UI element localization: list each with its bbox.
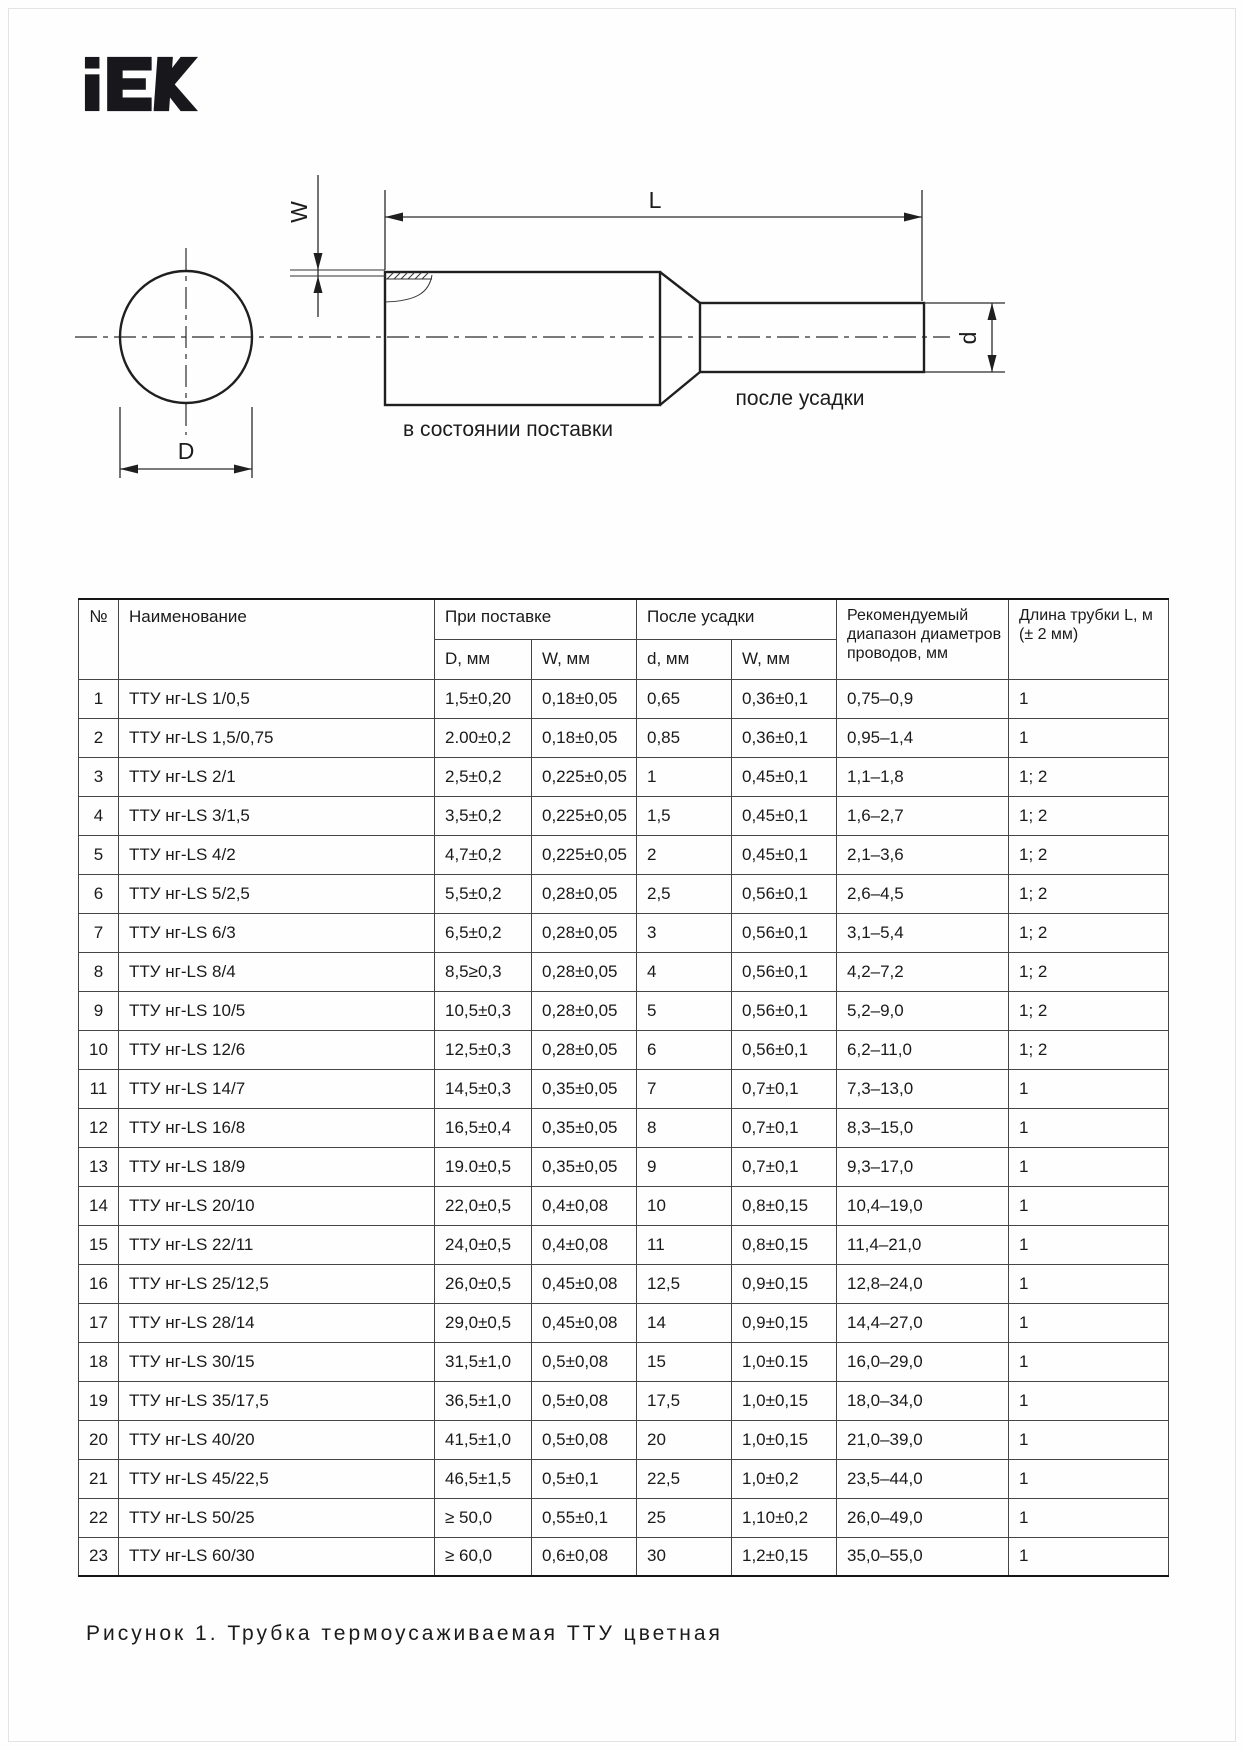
label-d: d: [955, 331, 981, 345]
dimension-W: [286, 175, 323, 317]
cell-name: ТТУ нг-LS 3/1,5: [119, 796, 435, 835]
cell-wire-range: 14,4–27,0: [837, 1303, 1009, 1342]
cell-d-after: 4: [637, 952, 732, 991]
cell-tube-length: 1; 2: [1009, 913, 1169, 952]
cell-wire-range: 1,6–2,7: [837, 796, 1009, 835]
cell-W-after: 0,56±0,1: [732, 874, 837, 913]
cell-tube-length: 1: [1009, 1264, 1169, 1303]
table-row: [79, 718, 1169, 757]
cell-tube-length: 1: [1009, 1537, 1169, 1576]
table-header-row-groups: [79, 599, 1169, 639]
table-row: [79, 1342, 1169, 1381]
cell-W-after: 0,56±0,1: [732, 1030, 837, 1069]
cell-tube-length: 1: [1009, 1381, 1169, 1420]
cell-name: ТТУ нг-LS 30/15: [119, 1342, 435, 1381]
cell-D-supply: ≥ 50,0: [435, 1498, 532, 1537]
col-header-name: Наименование: [119, 599, 435, 679]
table-row: [79, 757, 1169, 796]
cell-num: 16: [79, 1264, 119, 1303]
table-row: [79, 1147, 1169, 1186]
cell-num: 15: [79, 1225, 119, 1264]
cell-W-after: 0,7±0,1: [732, 1147, 837, 1186]
cell-num: 1: [79, 679, 119, 718]
cell-name: ТТУ нг-LS 5/2,5: [119, 874, 435, 913]
cell-d-after: 0,85: [637, 718, 732, 757]
cell-D-supply: 19.0±0,5: [435, 1147, 532, 1186]
cell-wire-range: 21,0–39,0: [837, 1420, 1009, 1459]
cell-d-after: 15: [637, 1342, 732, 1381]
col-header-supply: При поставке: [435, 599, 637, 639]
cell-name: ТТУ нг-LS 25/12,5: [119, 1264, 435, 1303]
cell-d-after: 6: [637, 1030, 732, 1069]
cell-num: 23: [79, 1537, 119, 1576]
cell-D-supply: 41,5±1,0: [435, 1420, 532, 1459]
cell-W-supply: 0,35±0,05: [532, 1108, 637, 1147]
cell-tube-length: 1: [1009, 1498, 1169, 1537]
iek-logo-letters: [85, 57, 198, 111]
cell-W-after: 0,7±0,1: [732, 1069, 837, 1108]
cell-W-after: 0,56±0,1: [732, 952, 837, 991]
cell-D-supply: 3,5±0,2: [435, 796, 532, 835]
cell-W-supply: 0,225±0,05: [532, 796, 637, 835]
table-row: [79, 1459, 1169, 1498]
cell-tube-length: 1: [1009, 1420, 1169, 1459]
cell-W-supply: 0,28±0,05: [532, 952, 637, 991]
table-row: [79, 1420, 1169, 1459]
cell-name: ТТУ нг-LS 22/11: [119, 1225, 435, 1264]
cell-W-supply: 0,4±0,08: [532, 1225, 637, 1264]
cell-wire-range: 5,2–9,0: [837, 991, 1009, 1030]
cell-tube-length: 1: [1009, 1108, 1169, 1147]
cell-D-supply: 24,0±0,5: [435, 1225, 532, 1264]
cell-d-after: 7: [637, 1069, 732, 1108]
label-W: W: [286, 201, 312, 223]
cell-num: 11: [79, 1069, 119, 1108]
cell-wire-range: 0,75–0,9: [837, 679, 1009, 718]
cell-tube-length: 1; 2: [1009, 835, 1169, 874]
cell-num: 14: [79, 1186, 119, 1225]
table-row: [79, 1381, 1169, 1420]
cell-tube-length: 1: [1009, 718, 1169, 757]
cell-name: ТТУ нг-LS 2/1: [119, 757, 435, 796]
cell-wire-range: 6,2–11,0: [837, 1030, 1009, 1069]
cell-tube-length: 1: [1009, 1459, 1169, 1498]
cell-W-after: 0,9±0,15: [732, 1303, 837, 1342]
cell-wire-range: 3,1–5,4: [837, 913, 1009, 952]
table-row: [79, 952, 1169, 991]
cell-num: 17: [79, 1303, 119, 1342]
table-row: [79, 1264, 1169, 1303]
table-row: [79, 913, 1169, 952]
cell-num: 6: [79, 874, 119, 913]
cell-name: ТТУ нг-LS 40/20: [119, 1420, 435, 1459]
label-supply-state: в состоянии поставки: [403, 418, 613, 441]
cell-name: ТТУ нг-LS 12/6: [119, 1030, 435, 1069]
cell-tube-length: 1: [1009, 1186, 1169, 1225]
cell-wire-range: 12,8–24,0: [837, 1264, 1009, 1303]
cell-W-supply: 0,45±0,08: [532, 1303, 637, 1342]
cell-name: ТТУ нг-LS 60/30: [119, 1537, 435, 1576]
cell-name: ТТУ нг-LS 35/17,5: [119, 1381, 435, 1420]
cell-tube-length: 1: [1009, 679, 1169, 718]
cell-tube-length: 1; 2: [1009, 1030, 1169, 1069]
cell-tube-length: 1: [1009, 1225, 1169, 1264]
col-header-length: Длина трубки L, м (± 2 мм): [1009, 599, 1169, 679]
cell-name: ТТУ нг-LS 1/0,5: [119, 679, 435, 718]
cell-wire-range: 0,95–1,4: [837, 718, 1009, 757]
cell-wire-range: 26,0–49,0: [837, 1498, 1009, 1537]
cell-D-supply: 2.00±0,2: [435, 718, 532, 757]
cell-wire-range: 2,1–3,6: [837, 835, 1009, 874]
cell-D-supply: 5,5±0,2: [435, 874, 532, 913]
cell-D-supply: ≥ 60,0: [435, 1537, 532, 1576]
cell-num: 21: [79, 1459, 119, 1498]
cell-W-supply: 0,45±0,08: [532, 1264, 637, 1303]
cell-W-after: 0,56±0,1: [732, 913, 837, 952]
cell-tube-length: 1; 2: [1009, 757, 1169, 796]
cell-num: 5: [79, 835, 119, 874]
cell-W-after: 0,36±0,1: [732, 679, 837, 718]
cell-W-after: 1,0±0,15: [732, 1381, 837, 1420]
cell-name: ТТУ нг-LS 45/22,5: [119, 1459, 435, 1498]
cell-tube-length: 1: [1009, 1342, 1169, 1381]
cell-name: ТТУ нг-LS 10/5: [119, 991, 435, 1030]
cell-name: ТТУ нг-LS 4/2: [119, 835, 435, 874]
cell-d-after: 1,5: [637, 796, 732, 835]
cell-tube-length: 1: [1009, 1303, 1169, 1342]
cell-W-after: 0,45±0,1: [732, 757, 837, 796]
cell-tube-length: 1: [1009, 1069, 1169, 1108]
label-D: D: [177, 438, 195, 464]
cell-D-supply: 16,5±0,4: [435, 1108, 532, 1147]
cell-D-supply: 8,5≥0,3: [435, 952, 532, 991]
cell-W-supply: 0,5±0,08: [532, 1420, 637, 1459]
cell-D-supply: 12,5±0,3: [435, 1030, 532, 1069]
cell-W-supply: 0,28±0,05: [532, 1030, 637, 1069]
cell-wire-range: 23,5–44,0: [837, 1459, 1009, 1498]
col-header-W-after: W, мм: [732, 639, 837, 679]
dimension-L: [385, 187, 922, 301]
technical-drawing: [60, 145, 1010, 480]
cell-num: 13: [79, 1147, 119, 1186]
cell-num: 18: [79, 1342, 119, 1381]
table-row: [79, 1186, 1169, 1225]
cell-D-supply: 1,5±0,20: [435, 679, 532, 718]
cell-W-supply: 0,28±0,05: [532, 874, 637, 913]
figure-caption: Рисунок 1. Трубка термоусаживаемая ТТУ цветная: [86, 1622, 723, 1645]
cell-tube-length: 1; 2: [1009, 796, 1169, 835]
cell-W-after: 0,56±0,1: [732, 991, 837, 1030]
cell-d-after: 25: [637, 1498, 732, 1537]
cell-wire-range: 11,4–21,0: [837, 1225, 1009, 1264]
cell-wire-range: 18,0–34,0: [837, 1381, 1009, 1420]
col-header-D-supply: D, мм: [435, 639, 532, 679]
cell-num: 19: [79, 1381, 119, 1420]
cell-name: ТТУ нг-LS 8/4: [119, 952, 435, 991]
cell-wire-range: 1,1–1,8: [837, 757, 1009, 796]
cell-name: ТТУ нг-LS 18/9: [119, 1147, 435, 1186]
cell-wire-range: 10,4–19,0: [837, 1186, 1009, 1225]
cell-W-supply: 0,35±0,05: [532, 1147, 637, 1186]
cell-W-supply: 0,28±0,05: [532, 991, 637, 1030]
table-row: [79, 796, 1169, 835]
table-row: [79, 835, 1169, 874]
cell-W-supply: 0,35±0,05: [532, 1069, 637, 1108]
table-row: [79, 1030, 1169, 1069]
cell-wire-range: 35,0–55,0: [837, 1537, 1009, 1576]
cell-wire-range: 8,3–15,0: [837, 1108, 1009, 1147]
cell-W-after: 0,8±0,15: [732, 1186, 837, 1225]
cell-num: 2: [79, 718, 119, 757]
cell-d-after: 0,65: [637, 679, 732, 718]
table-row: [79, 1225, 1169, 1264]
table-row: [79, 1069, 1169, 1108]
table-row: [79, 1537, 1169, 1576]
cell-d-after: 11: [637, 1225, 732, 1264]
side-view: [385, 272, 924, 405]
cell-D-supply: 14,5±0,3: [435, 1069, 532, 1108]
cell-D-supply: 46,5±1,5: [435, 1459, 532, 1498]
col-header-W-supply: W, мм: [532, 639, 637, 679]
wall-section: [290, 270, 432, 302]
cell-num: 8: [79, 952, 119, 991]
cell-wire-range: 7,3–13,0: [837, 1069, 1009, 1108]
table-row: [79, 991, 1169, 1030]
cell-d-after: 12,5: [637, 1264, 732, 1303]
cell-d-after: 10: [637, 1186, 732, 1225]
cell-D-supply: 6,5±0,2: [435, 913, 532, 952]
cell-num: 9: [79, 991, 119, 1030]
cell-d-after: 9: [637, 1147, 732, 1186]
cell-W-supply: 0,28±0,05: [532, 913, 637, 952]
cell-wire-range: 16,0–29,0: [837, 1342, 1009, 1381]
cell-wire-range: 9,3–17,0: [837, 1147, 1009, 1186]
cell-name: ТТУ нг-LS 6/3: [119, 913, 435, 952]
cell-tube-length: 1; 2: [1009, 874, 1169, 913]
cell-W-supply: 0,6±0,08: [532, 1537, 637, 1576]
cell-d-after: 22,5: [637, 1459, 732, 1498]
spec-table-head: [79, 599, 1169, 679]
cell-num: 7: [79, 913, 119, 952]
cell-d-after: 8: [637, 1108, 732, 1147]
cell-D-supply: 36,5±1,0: [435, 1381, 532, 1420]
cell-D-supply: 2,5±0,2: [435, 757, 532, 796]
cell-num: 20: [79, 1420, 119, 1459]
table-row: [79, 679, 1169, 718]
table-row: [79, 1498, 1169, 1537]
cell-D-supply: 10,5±0,3: [435, 991, 532, 1030]
cell-d-after: 3: [637, 913, 732, 952]
cell-D-supply: 31,5±1,0: [435, 1342, 532, 1381]
cell-W-after: 0,8±0,15: [732, 1225, 837, 1264]
cell-W-supply: 0,18±0,05: [532, 679, 637, 718]
cell-tube-length: 1; 2: [1009, 991, 1169, 1030]
cell-num: 12: [79, 1108, 119, 1147]
col-header-shrink: После усадки: [637, 599, 837, 639]
iek-logo: [82, 55, 200, 113]
cell-W-after: 0,7±0,1: [732, 1108, 837, 1147]
cell-W-supply: 0,225±0,05: [532, 757, 637, 796]
cell-tube-length: 1: [1009, 1147, 1169, 1186]
cell-W-supply: 0,225±0,05: [532, 835, 637, 874]
cell-W-after: 1,0±0,2: [732, 1459, 837, 1498]
cell-num: 4: [79, 796, 119, 835]
cell-W-supply: 0,5±0,08: [532, 1381, 637, 1420]
cell-W-after: 0,45±0,1: [732, 835, 837, 874]
cell-d-after: 20: [637, 1420, 732, 1459]
col-header-num: №: [79, 599, 119, 679]
cell-name: ТТУ нг-LS 1,5/0,75: [119, 718, 435, 757]
cell-W-after: 0,45±0,1: [732, 796, 837, 835]
cell-name: ТТУ нг-LS 14/7: [119, 1069, 435, 1108]
cell-W-supply: 0,5±0,08: [532, 1342, 637, 1381]
cell-W-supply: 0,18±0,05: [532, 718, 637, 757]
label-L: L: [648, 187, 662, 213]
cell-W-after: 1,0±0.15: [732, 1342, 837, 1381]
cell-W-after: 0,9±0,15: [732, 1264, 837, 1303]
cell-W-after: 1,10±0,2: [732, 1498, 837, 1537]
cell-name: ТТУ нг-LS 50/25: [119, 1498, 435, 1537]
cell-D-supply: 26,0±0,5: [435, 1264, 532, 1303]
cell-wire-range: 4,2–7,2: [837, 952, 1009, 991]
cell-d-after: 30: [637, 1537, 732, 1576]
cell-d-after: 14: [637, 1303, 732, 1342]
col-header-range: Рекомендуемый диапазон диаметров проводов, мм: [837, 599, 1009, 679]
cell-W-after: 1,0±0,15: [732, 1420, 837, 1459]
spec-table-body: [79, 679, 1169, 1576]
cell-name: ТТУ нг-LS 20/10: [119, 1186, 435, 1225]
cell-d-after: 17,5: [637, 1381, 732, 1420]
cell-name: ТТУ нг-LS 28/14: [119, 1303, 435, 1342]
col-header-d-after: d, мм: [637, 639, 732, 679]
cell-W-after: 0,36±0,1: [732, 718, 837, 757]
cell-num: 10: [79, 1030, 119, 1069]
cell-W-supply: 0,4±0,08: [532, 1186, 637, 1225]
table-row: [79, 874, 1169, 913]
cell-name: ТТУ нг-LS 16/8: [119, 1108, 435, 1147]
cell-d-after: 2,5: [637, 874, 732, 913]
cell-num: 22: [79, 1498, 119, 1537]
cell-d-after: 1: [637, 757, 732, 796]
cell-W-supply: 0,55±0,1: [532, 1498, 637, 1537]
cell-d-after: 2: [637, 835, 732, 874]
spec-table: [78, 598, 1169, 1577]
table-row: [79, 1108, 1169, 1147]
cell-D-supply: 22,0±0,5: [435, 1186, 532, 1225]
cell-num: 3: [79, 757, 119, 796]
cell-tube-length: 1; 2: [1009, 952, 1169, 991]
cell-d-after: 5: [637, 991, 732, 1030]
label-after-shrink: после усадки: [735, 387, 865, 410]
table-row: [79, 1303, 1169, 1342]
cell-wire-range: 2,6–4,5: [837, 874, 1009, 913]
cell-W-supply: 0,5±0,1: [532, 1459, 637, 1498]
cell-D-supply: 4,7±0,2: [435, 835, 532, 874]
cell-W-after: 1,2±0,15: [732, 1537, 837, 1576]
cell-D-supply: 29,0±0,5: [435, 1303, 532, 1342]
